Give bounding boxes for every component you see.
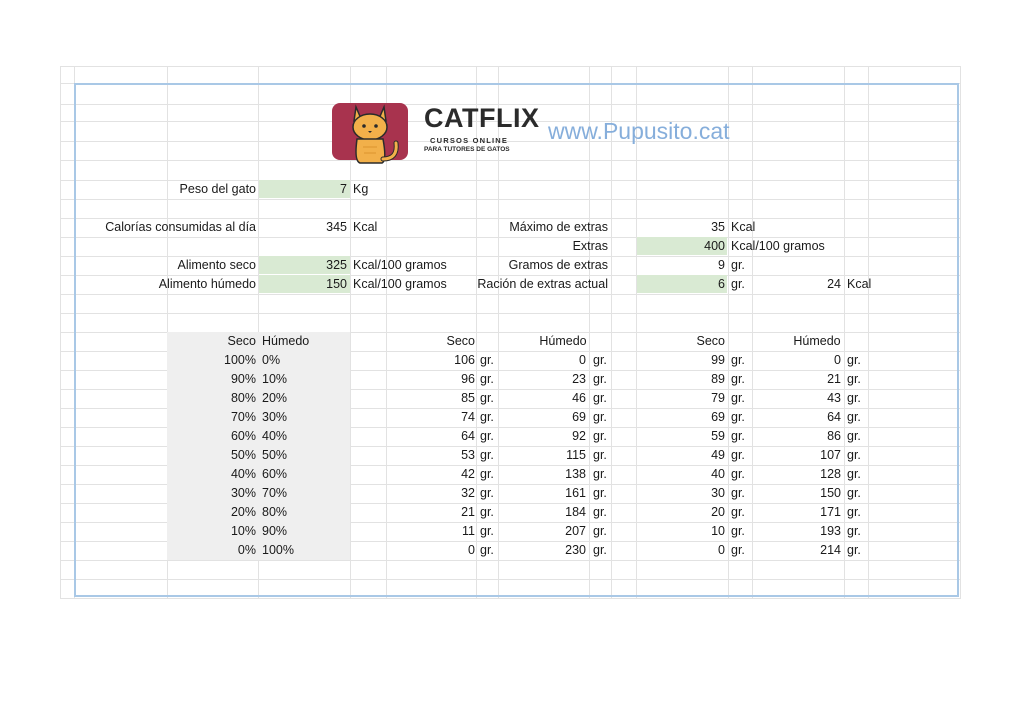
- table-cell-wet-b[interactable]: 43: [827, 391, 841, 405]
- table-cell-dry-b[interactable]: 69: [711, 410, 725, 424]
- table-cell-wet-pct[interactable]: 20%: [262, 391, 288, 405]
- current-ration-kcal-cell[interactable]: 24: [827, 277, 841, 291]
- table-cell-dry-a[interactable]: 85: [461, 391, 475, 405]
- table-cell-dry-b[interactable]: 59: [711, 429, 725, 443]
- calories-value-cell[interactable]: 345: [326, 220, 347, 234]
- unit-cell: gr.: [593, 372, 607, 386]
- header-wet-pct: Húmedo: [262, 334, 310, 348]
- unit-cell: gr.: [731, 410, 745, 424]
- unit-cell: gr.: [593, 505, 607, 519]
- table-cell-dry-pct[interactable]: 0%: [237, 543, 256, 557]
- unit-cell: gr.: [847, 353, 861, 367]
- unit-cell: gr.: [847, 429, 861, 443]
- extras-value-cell[interactable]: 400: [704, 239, 725, 253]
- table-cell-wet-a[interactable]: 0: [579, 353, 586, 367]
- table-cell-wet-pct[interactable]: 10%: [262, 372, 288, 386]
- header-dry-a: Seco: [446, 334, 475, 348]
- extras-unit: Kcal/100 gramos: [731, 239, 825, 253]
- unit-cell: gr.: [593, 543, 607, 557]
- table-cell-dry-pct[interactable]: 60%: [230, 429, 256, 443]
- table-cell-wet-b[interactable]: 64: [827, 410, 841, 424]
- table-cell-dry-pct[interactable]: 10%: [230, 524, 256, 538]
- table-cell-dry-a[interactable]: 42: [461, 467, 475, 481]
- grid-row-line: [60, 141, 961, 142]
- max-extras-label: Máximo de extras: [509, 220, 608, 234]
- grid-row-line: [60, 294, 961, 295]
- unit-cell: gr.: [593, 467, 607, 481]
- table-cell-wet-pct[interactable]: 100%: [262, 543, 294, 557]
- wet-food-label: Alimento húmedo: [158, 277, 256, 291]
- table-cell-wet-pct[interactable]: 40%: [262, 429, 288, 443]
- table-cell-wet-a[interactable]: 115: [566, 448, 586, 462]
- brand-name: CATFLIX: [424, 103, 540, 133]
- current-ration-value-cell[interactable]: 6: [718, 277, 725, 291]
- table-cell-dry-b[interactable]: 30: [711, 486, 725, 500]
- table-cell-wet-pct[interactable]: 0%: [262, 353, 281, 367]
- unit-cell: gr.: [593, 429, 607, 443]
- brand-tagline-secondary: PARA TUTORES DE GATOS: [424, 146, 510, 153]
- table-cell-wet-b[interactable]: 214: [820, 543, 841, 557]
- table-cell-wet-pct[interactable]: 80%: [262, 505, 288, 519]
- table-cell-dry-pct[interactable]: 50%: [230, 448, 256, 462]
- max-extras-unit: Kcal: [731, 220, 756, 234]
- calories-label: Calorías consumidas al día: [105, 220, 256, 234]
- unit-cell: gr.: [847, 410, 861, 424]
- wet-food-value-cell[interactable]: 150: [326, 277, 347, 291]
- unit-cell: gr.: [593, 524, 607, 538]
- current-ration-kcal-unit: Kcal: [847, 277, 872, 291]
- unit-cell: gr.: [847, 543, 861, 557]
- unit-cell: gr.: [480, 543, 494, 557]
- grid-row-line: [60, 579, 961, 580]
- table-cell-wet-b[interactable]: 86: [827, 429, 841, 443]
- table-cell-dry-b[interactable]: 89: [711, 372, 725, 386]
- extras-grams-label: Gramos de extras: [508, 258, 608, 272]
- unit-cell: gr.: [847, 505, 861, 519]
- extras-label: Extras: [572, 239, 608, 253]
- table-cell-dry-a[interactable]: 11: [462, 524, 475, 538]
- unit-cell: gr.: [480, 524, 494, 538]
- table-cell-dry-pct[interactable]: 40%: [230, 467, 256, 481]
- unit-cell: gr.: [731, 467, 745, 481]
- table-cell-wet-b[interactable]: 171: [820, 505, 841, 519]
- table-cell-wet-b[interactable]: 193: [820, 524, 841, 538]
- unit-cell: gr.: [593, 410, 607, 424]
- table-cell-wet-b[interactable]: 0: [834, 353, 841, 367]
- unit-cell: gr.: [480, 486, 494, 500]
- table-cell-wet-pct[interactable]: 60%: [262, 467, 288, 481]
- unit-cell: gr.: [731, 391, 745, 405]
- table-cell-dry-b[interactable]: 0: [718, 543, 725, 557]
- unit-cell: gr.: [593, 448, 607, 462]
- current-ration-label: Ración de extras actual: [477, 277, 608, 291]
- grid-row-line: [60, 560, 961, 561]
- table-cell-wet-a[interactable]: 46: [572, 391, 586, 405]
- table-cell-wet-pct[interactable]: 90%: [262, 524, 288, 538]
- unit-cell: gr.: [847, 391, 861, 405]
- table-cell-dry-a[interactable]: 64: [461, 429, 475, 443]
- table-cell-dry-a[interactable]: 0: [468, 543, 475, 557]
- grid-row-line: [60, 313, 961, 314]
- unit-cell: gr.: [731, 372, 745, 386]
- header-wet-a: Húmedo: [539, 334, 587, 348]
- table-cell-dry-b[interactable]: 49: [711, 448, 725, 462]
- table-cell-wet-a[interactable]: 207: [565, 524, 586, 538]
- table-cell-dry-a[interactable]: 53: [461, 448, 475, 462]
- table-cell-wet-pct[interactable]: 70%: [262, 486, 288, 500]
- weight-unit: Kg: [353, 182, 369, 196]
- dry-food-label: Alimento seco: [177, 258, 256, 272]
- table-cell-dry-b[interactable]: 10: [711, 524, 725, 538]
- grid-row-line: [60, 199, 961, 200]
- unit-cell: gr.: [731, 543, 745, 557]
- extras-grams-value-cell[interactable]: 9: [718, 258, 725, 272]
- unit-cell: gr.: [847, 524, 861, 538]
- table-cell-dry-pct[interactable]: 70%: [230, 410, 256, 424]
- table-cell-dry-pct[interactable]: 90%: [230, 372, 256, 386]
- unit-cell: gr.: [731, 486, 745, 500]
- table-cell-wet-a[interactable]: 23: [572, 372, 586, 386]
- table-cell-wet-b[interactable]: 107: [820, 448, 841, 462]
- grid-row-line: [60, 66, 961, 67]
- table-cell-dry-a[interactable]: 32: [461, 486, 475, 500]
- table-cell-wet-a[interactable]: 230: [565, 543, 586, 557]
- unit-cell: gr.: [480, 353, 494, 367]
- table-cell-dry-b[interactable]: 79: [711, 391, 725, 405]
- grid-row-line: [60, 598, 961, 599]
- unit-cell: gr.: [847, 372, 861, 386]
- grid-row-line: [60, 160, 961, 161]
- table-cell-dry-pct[interactable]: 20%: [230, 505, 256, 519]
- grid-row-line: [60, 83, 961, 84]
- unit-cell: gr.: [731, 429, 745, 443]
- weight-value-cell[interactable]: 7: [340, 182, 347, 196]
- unit-cell: gr.: [847, 467, 861, 481]
- header-dry-b: Seco: [696, 334, 725, 348]
- table-cell-wet-b[interactable]: 128: [820, 467, 841, 481]
- unit-cell: gr.: [480, 467, 494, 481]
- table-cell-dry-b[interactable]: 20: [711, 505, 725, 519]
- header-dry-pct: Seco: [227, 334, 256, 348]
- unit-cell: gr.: [847, 448, 861, 462]
- unit-cell: gr.: [731, 448, 745, 462]
- table-cell-wet-b[interactable]: 150: [820, 486, 841, 500]
- table-cell-wet-b[interactable]: 21: [827, 372, 841, 386]
- table-cell-wet-a[interactable]: 161: [565, 486, 586, 500]
- table-cell-dry-a[interactable]: 96: [461, 372, 475, 386]
- table-cell-wet-a[interactable]: 92: [572, 429, 586, 443]
- unit-cell: gr.: [480, 391, 494, 405]
- max-extras-value-cell[interactable]: 35: [711, 220, 725, 234]
- table-cell-wet-pct[interactable]: 30%: [262, 410, 288, 424]
- unit-cell: gr.: [731, 505, 745, 519]
- unit-cell: gr.: [847, 486, 861, 500]
- table-cell-dry-pct[interactable]: 100%: [224, 353, 256, 367]
- unit-cell: gr.: [593, 353, 607, 367]
- header-wet-b: Húmedo: [793, 334, 841, 348]
- table-cell-dry-b[interactable]: 40: [711, 467, 725, 481]
- dry-food-unit: Kcal/100 gramos: [353, 258, 447, 272]
- calories-unit: Kcal: [353, 220, 378, 234]
- table-cell-dry-a[interactable]: 21: [461, 505, 475, 519]
- table-cell-wet-a[interactable]: 69: [572, 410, 586, 424]
- unit-cell: gr.: [480, 410, 494, 424]
- unit-cell: gr.: [593, 486, 607, 500]
- website-link[interactable]: www.Pupusito.cat: [548, 118, 730, 144]
- table-cell-wet-a[interactable]: 184: [565, 505, 586, 519]
- table-cell-dry-a[interactable]: 74: [461, 410, 475, 424]
- table-cell-dry-a[interactable]: 106: [454, 353, 475, 367]
- unit-cell: gr.: [480, 448, 494, 462]
- current-ration-unit: gr.: [731, 277, 745, 291]
- table-cell-wet-pct[interactable]: 50%: [262, 448, 288, 462]
- cat-icon: [344, 97, 406, 165]
- dry-food-value-cell[interactable]: 325: [326, 258, 347, 272]
- table-cell-wet-a[interactable]: 138: [565, 467, 586, 481]
- weight-label: Peso del gato: [179, 182, 256, 196]
- brand-tagline: CURSOS ONLINE: [430, 136, 509, 145]
- unit-cell: gr.: [480, 372, 494, 386]
- unit-cell: gr.: [480, 429, 494, 443]
- unit-cell: gr.: [593, 391, 607, 405]
- table-cell-dry-pct[interactable]: 80%: [230, 391, 256, 405]
- unit-cell: gr.: [731, 353, 745, 367]
- table-cell-dry-b[interactable]: 99: [711, 353, 725, 367]
- extras-grams-unit: gr.: [731, 258, 745, 272]
- table-cell-dry-pct[interactable]: 30%: [230, 486, 256, 500]
- unit-cell: gr.: [731, 524, 745, 538]
- wet-food-unit: Kcal/100 gramos: [353, 277, 447, 291]
- unit-cell: gr.: [480, 505, 494, 519]
